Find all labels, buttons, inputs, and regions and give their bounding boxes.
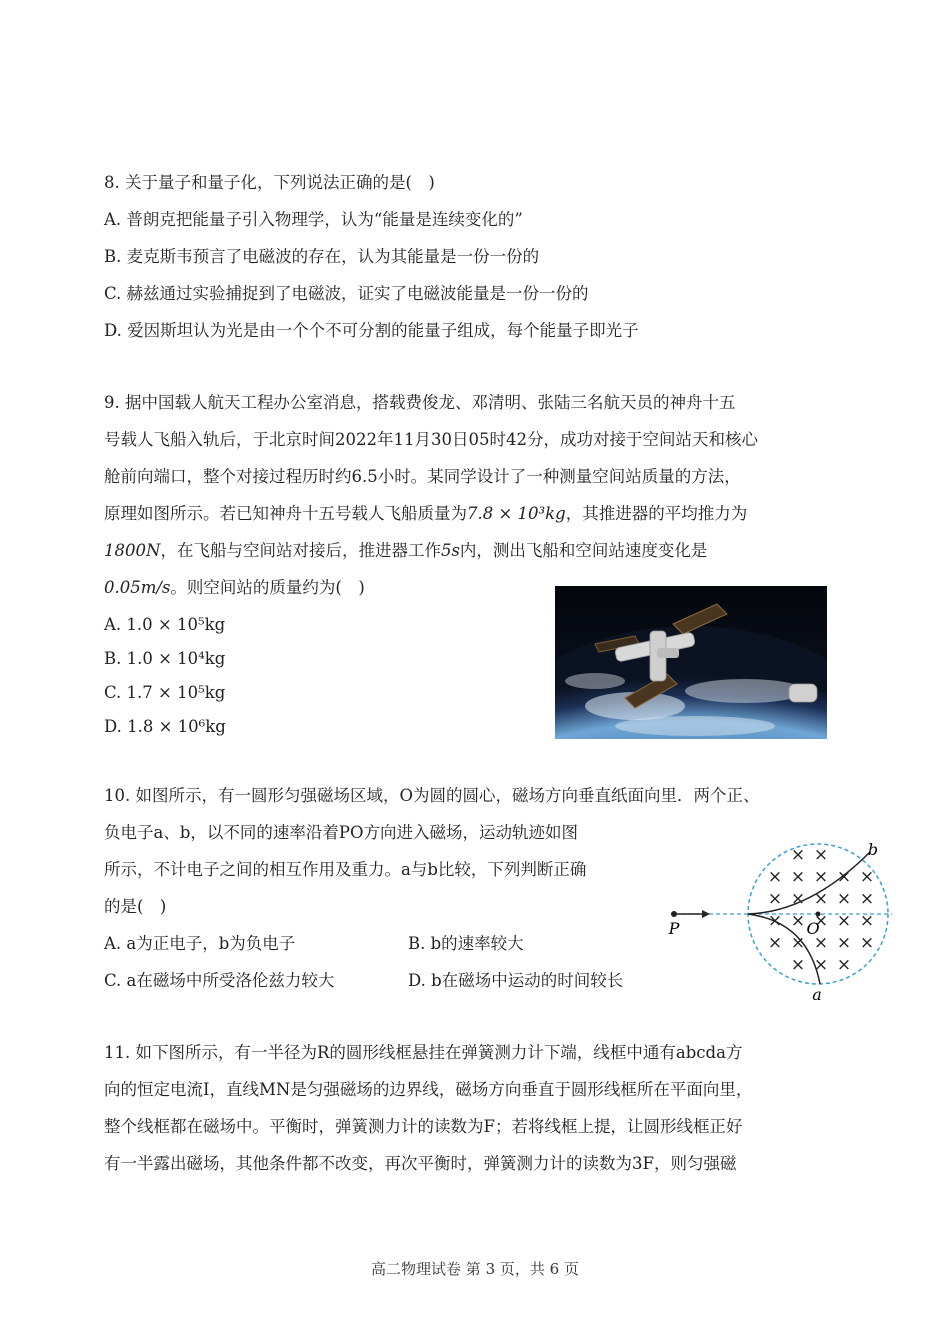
q9-line-5 <box>104 540 707 562</box>
q11-line-4: 有一半露出磁场，其他条件都不改变，再次平衡时，弹簧测力计的读数为3F，则匀强磁 <box>104 1154 737 1173</box>
q11-line-1: 11. 如下图所示，有一半径为R的圆形线框悬挂在弹簧测力计下端，线框中通有abcda方 <box>104 1043 743 1062</box>
field-cross: × <box>767 867 783 887</box>
field-cross: × <box>859 911 875 931</box>
q9-line-3: 舱前向端口，整个对接过程历时约6.5小时。某同学设计了一种测量空间站质量的方法， <box>104 467 741 486</box>
q10-line-1: 10. 如图所示，有一圆形匀强磁场区域，O为圆的圆心，磁场方向垂直纸面向里．两个正、 <box>104 786 760 805</box>
q9-line-4b: ，其推进器的平均推力为 <box>565 504 748 523</box>
q9-option-d: D. 1.8 × 10⁶kg <box>104 717 226 736</box>
field-cross: × <box>790 955 806 975</box>
field-cross: × <box>790 889 806 909</box>
field-cross: × <box>813 867 829 887</box>
q8-option-b: B. 麦克斯韦预言了电磁波的存在，认为其能量是一份一份的 <box>104 247 540 266</box>
field-crosses <box>768 845 874 975</box>
field-cross: × <box>836 955 852 975</box>
q9-option-c: C. 1.7 × 10⁵kg <box>104 683 226 702</box>
field-cross: × <box>813 889 829 909</box>
q11-line-2: 向的恒定电流I，直线MN是匀强磁场的边界线，磁场方向垂直于圆形线框所在平面向里， <box>104 1080 753 1099</box>
q9-time-value: 5s <box>440 541 460 560</box>
q9-line-1: 9. 据中国载人航天工程办公室消息，搭载费俊龙、邓清明、张陆三名航天员的神舟十五 <box>104 393 736 412</box>
q10-option-a: A. a为正电子，b为负电子 <box>104 934 296 953</box>
magnetic-field-figure <box>660 838 895 1008</box>
q9-line-6a: 。则空间站的质量约为( ) <box>170 578 365 597</box>
label-p: P <box>668 919 680 938</box>
q10-line-3: 所示，不计电子之间的相互作用及重力。a与b比较，下列判断正确 <box>104 860 587 879</box>
trajectory-b <box>748 852 870 914</box>
q8-option-c: C. 赫兹通过实验捕捉到了电磁波，证实了电磁波能量是一份一份的 <box>104 284 589 303</box>
q9-line-5a: ，在飞船与空间站对接后，推进器工作 <box>160 541 441 560</box>
q8-stem: 8. 关于量子和量子化，下列说法正确的是( ) <box>104 173 435 192</box>
q10-option-d: D. b在磁场中运动的时间较长 <box>408 971 624 990</box>
field-cross: × <box>836 911 852 931</box>
q9-velocity-value: 0.05m/s <box>104 578 171 597</box>
point-p <box>671 911 677 917</box>
q9-mass-value: 7.8 × 10³kg <box>467 504 566 523</box>
space-station-image <box>555 586 827 739</box>
label-o: O <box>806 919 820 938</box>
field-cross: × <box>836 889 852 909</box>
page-footer: 高二物理试卷 第 3 页，共 6 页 <box>371 1260 579 1278</box>
field-cross: × <box>790 933 806 953</box>
label-a: a <box>812 985 822 1004</box>
q9-line-5b: 内，测出飞船和空间站速度变化是 <box>459 541 708 560</box>
q9-thrust-value: 1800N <box>104 541 161 560</box>
field-cross: × <box>767 933 783 953</box>
q9-option-a: A. 1.0 × 10⁵kg <box>104 615 226 634</box>
field-cross: × <box>767 889 783 909</box>
q8-option-a: A. 普朗克把能量子引入物理学，认为“能量是连续变化的” <box>104 210 523 229</box>
label-b: b <box>867 840 879 859</box>
entry-arrow <box>702 910 710 918</box>
q9-line-6 <box>104 577 365 599</box>
field-cross: × <box>813 955 829 975</box>
field-cross: × <box>836 867 852 887</box>
field-cross: × <box>813 933 829 953</box>
field-cross: × <box>790 911 806 931</box>
field-cross: × <box>859 933 875 953</box>
field-cross: × <box>859 867 875 887</box>
field-cross: × <box>836 933 852 953</box>
q9-option-b: B. 1.0 × 10⁴kg <box>104 649 226 668</box>
q9-line-4 <box>104 503 747 525</box>
q10-option-b: B. b的速率较大 <box>408 934 524 953</box>
q9-line-2: 号载人飞船入轨后，于北京时间2022年11月30日05时42分，成功对接于空间站天和核心 <box>104 430 758 449</box>
q11-line-3: 整个线框都在磁场中。平衡时，弹簧测力计的读数为F；若将线框上提，让圆形线框正好 <box>104 1117 743 1136</box>
q10-line-4: 的是( ) <box>104 897 167 916</box>
field-cross: × <box>790 867 806 887</box>
field-cross: × <box>790 845 806 865</box>
q10-line-2: 负电子a、b，以不同的速率沿着PO方向进入磁场，运动轨迹如图 <box>104 823 579 842</box>
field-cross: × <box>859 889 875 909</box>
q10-option-c: C. a在磁场中所受洛伦兹力较大 <box>104 971 335 990</box>
field-cross: × <box>813 911 829 931</box>
field-cross: × <box>813 845 829 865</box>
q9-line-4a: 原理如图所示。若已知神舟十五号载人飞船质量为 <box>104 504 467 523</box>
q8-option-d: D. 爱因斯坦认为光是由一个个不可分割的能量子组成，每个能量子即光子 <box>104 321 639 340</box>
field-cross: × <box>767 911 783 931</box>
